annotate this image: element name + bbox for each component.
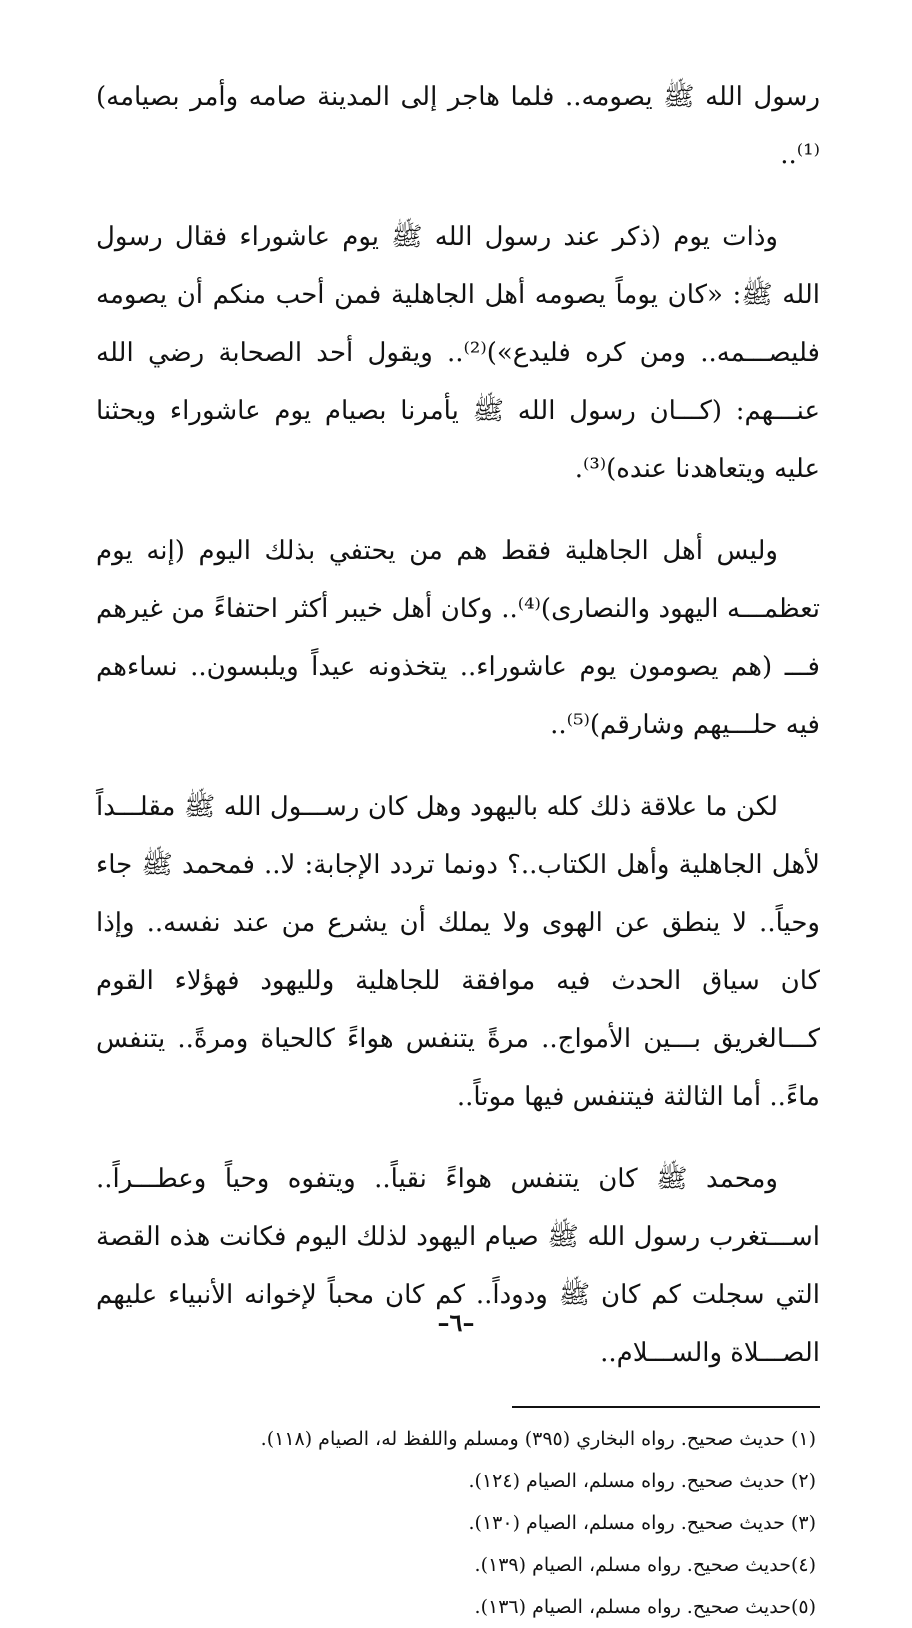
footnote-1: (١) حديث صحيح. رواه البخاري (٣٩٥) ومسلم واللفظ له، الصيام (١١٨). — [260, 1428, 816, 1450]
paragraph-5: ومحمد ﷺ كان يتنفس هواءً نقياً.. ويتفوه وحياً وعطـــراً.. اســـتغرب رسول الله ﷺ صيام اليهود لذلك اليوم فكانت هذه القصة التي سجلت كم كان ﷺ ودوداً.. كم كان محباً لإخوانه الأنبياء عليهم الصـــلاة والســـلام.. — [96, 1164, 820, 1368]
paragraph-4: لكن ما علاقة ذلك كله باليهود وهل كان رســـول الله ﷺ مقلـــداً لأهل الجاهلية وأهل الكتاب..؟ دونما تردد الإجابة: لا.. فمحمد ﷺ جاء وحياً.. لا ينطق عن الهوى ولا يملك أن يشرع من عند نفسه.. وإذا كان سياق الحدث فيه موافقة للجاهلية ولليهود فهؤلاء القوم كـــالغريق بـــين الأمواج.. مرةً يتنفس هواءً كالحياة ومرةً.. يتنفس ماءً.. أما الثالثة فيتنفس فيها موتاً.. — [96, 792, 820, 1112]
footnotes — [96, 1418, 820, 1628]
paragraph-1: رسول الله ﷺ يصومه.. فلما هاجر إلى المدينة صامه وأمر بصيامه)⁽¹⁾.. — [96, 82, 820, 170]
paragraph-3: وليس أهل الجاهلية فقط هم من يحتفي بذلك اليوم (إنه يوم تعظمـــه اليهود والنصارى)⁽⁴⁾.. وكان أهل خيبر أكثر احتفاءً من غيرهم فـــ (هم يصومون يوم عاشوراء.. يتخذونه عيداً ويلبسون.. نساءهم فيه حلـــيهم وشارقم)⁽⁵⁾.. — [96, 536, 820, 740]
body-text — [96, 68, 820, 1382]
footnote-2: (٢) حديث صحيح. رواه مسلم، الصيام (١٢٤). — [468, 1470, 816, 1492]
footnote-divider — [512, 1406, 820, 1408]
footnote-3: (٣) حديث صحيح. رواه مسلم، الصيام (١٣٠). — [468, 1512, 816, 1534]
paragraph-2: وذات يوم (ذكر عند رسول الله ﷺ يوم عاشوراء فقال رسول الله ﷺ: «كان يوماً يصومه أهل الجاهلية فمن أحب منكم أن يصومه فليصـــمه.. ومن كره فليدع»)⁽²⁾.. ويقول أحد الصحابة رضي الله عنـــهم: (كـــان رسول الله ﷺ يأمرنا بصيام يوم عاشوراء ويحثنا عليه ويتعاهدنا عنده)⁽³⁾. — [96, 222, 820, 484]
page-number: –٦– — [437, 1308, 475, 1337]
footnote-5: (٥)حديث صحيح. رواه مسلم، الصيام (١٣٦). — [474, 1596, 816, 1618]
footnote-4: (٤)حديث صحيح. رواه مسلم، الصيام (١٣٩). — [474, 1554, 816, 1576]
